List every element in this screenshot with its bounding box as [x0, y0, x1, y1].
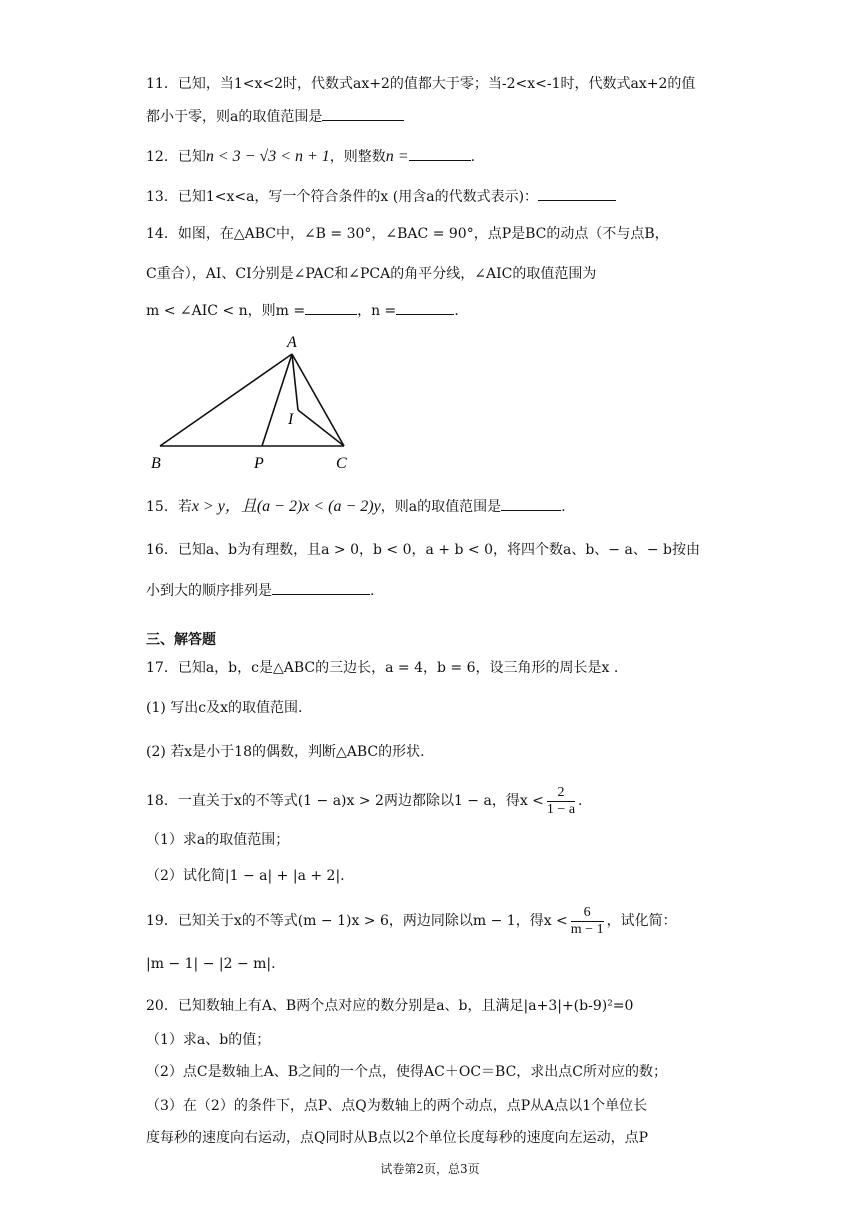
- label-i: I: [288, 411, 294, 428]
- q17-part2: (2) 若x是小于18的偶数，判断△ABC的形状.: [146, 744, 425, 760]
- q17-line1: 17．已知a，b，c是△ABC的三边长，a = 4，b = 6，设三角形的周长是x .: [146, 660, 619, 676]
- answer-blank: [409, 146, 471, 161]
- segment-ap: [262, 354, 292, 446]
- q14-m-text: m < ∠AIC < n，则m =: [146, 303, 306, 319]
- answer-blank: [501, 496, 561, 511]
- q19-frac-den: m − 1: [570, 921, 604, 937]
- q11-text: 都小于零，则a的取值范围是: [146, 109, 323, 125]
- q20-part1: （1）求a、b的值；: [146, 1032, 271, 1048]
- answer-blank: [322, 106, 404, 121]
- q18-end: .: [578, 793, 583, 809]
- answer-blank: [538, 186, 616, 201]
- q19-line1: [146, 904, 677, 938]
- q14-line3: [146, 300, 459, 321]
- q13: [146, 186, 616, 207]
- q16-text: 小到大的顺序排列是: [146, 583, 272, 599]
- q19-fraction: [571, 905, 604, 938]
- q11-line2: [146, 106, 404, 127]
- q16-line1: 16．已知a、b为有理数，且a > 0，b < 0，a + b < 0，将四个数a、b、− a、− b按由: [146, 542, 700, 558]
- q11-line1: 11．已知，当1<x<2时，代数式ax+2的值都大于零；当-2<x<-1时，代数式ax+2的值: [146, 76, 696, 92]
- q14-line1: 14．如图，在△ABC中，∠B = 30°，∠BAC = 90°，点P是BC的动点（不与点B，: [146, 226, 669, 242]
- q18-frac-den: 1 − a: [546, 801, 576, 817]
- q12-var: n =: [385, 148, 409, 165]
- label-a: A: [287, 334, 297, 351]
- q12-expr: n < 3 − √3 < n + 1: [205, 148, 330, 165]
- triangle-figure: [146, 328, 366, 476]
- section-heading: 三、解答题: [146, 632, 216, 648]
- q20-part2: （2）点C是数轴上A、B之间的一个点，使得AC＋OC＝BC，求出点C所对应的数；: [146, 1064, 667, 1080]
- q15-expr: x > y，且(a − 2)x < (a − 2)y: [191, 498, 381, 515]
- q12-end: .: [470, 149, 476, 165]
- q18-pre: 18．一直关于x的不等式(1 − a)x > 2两边都除以1 − a，得x <: [146, 793, 544, 809]
- q18-part2: （2）试化简|1 − a| + |a + 2|.: [146, 868, 345, 884]
- segment-ci: [298, 410, 344, 446]
- q15-end: .: [561, 499, 566, 515]
- q18-line1: [146, 784, 582, 818]
- label-b: B: [151, 455, 161, 472]
- q20-part3-line1: （3）在（2）的条件下，点P、点Q为数轴上的两个动点，点P从A点以1个单位长: [146, 1098, 648, 1114]
- q16-line2: [146, 580, 374, 601]
- q19-frac-num: 6: [571, 905, 604, 922]
- answer-blank-n: [396, 300, 454, 315]
- q18-fraction: [547, 785, 575, 818]
- answer-blank-m: [305, 300, 357, 315]
- q18-part1: （1）求a的取值范围；: [146, 832, 290, 848]
- q17-part1: (1) 写出c及x的取值范围.: [146, 700, 303, 716]
- q15: [146, 496, 566, 517]
- q19-pre: 19．已知关于x的不等式(m − 1)x > 6，两边同除以m − 1，得x <: [146, 913, 568, 929]
- label-c: C: [336, 455, 347, 472]
- q19-post: ，试化简：: [606, 913, 677, 929]
- q12-pre: 12．已知: [146, 149, 206, 165]
- q20-line1: 20．已知数轴上有A、B两个点对应的数分别是a、b，且满足|a+3|+(b-9)²=0: [146, 998, 634, 1014]
- q14-end: .: [454, 303, 459, 319]
- page-footer: 试卷第2页，总3页: [380, 1162, 480, 1176]
- label-p: P: [254, 455, 264, 472]
- q14-n-text: ，n =: [357, 303, 397, 319]
- q20-part3-line2: 度每秒的速度向右运动，点Q同时从B点以2个单位长度每秒的速度向左运动，点P: [146, 1130, 649, 1146]
- q12: [146, 146, 475, 167]
- q15-pre: 15．若: [146, 499, 192, 515]
- answer-blank: [272, 580, 370, 595]
- q16-end: .: [370, 583, 375, 599]
- q12-mid: ，则整数: [329, 149, 386, 165]
- q19-line2: |m − 1| − |2 − m|.: [146, 956, 276, 972]
- q15-post: ，则a的取值范围是: [380, 499, 502, 515]
- q14-line2: C重合），AI、CI分别是∠PAC和∠PCA的角平分线，∠AIC的取值范围为: [146, 266, 597, 282]
- side-ab: [160, 354, 292, 446]
- q18-frac-num: 2: [547, 785, 575, 802]
- q13-text: 13．已知1<x<a，写一个符合条件的x (用含a的代数式表示)：: [146, 189, 539, 205]
- side-ac: [292, 354, 344, 446]
